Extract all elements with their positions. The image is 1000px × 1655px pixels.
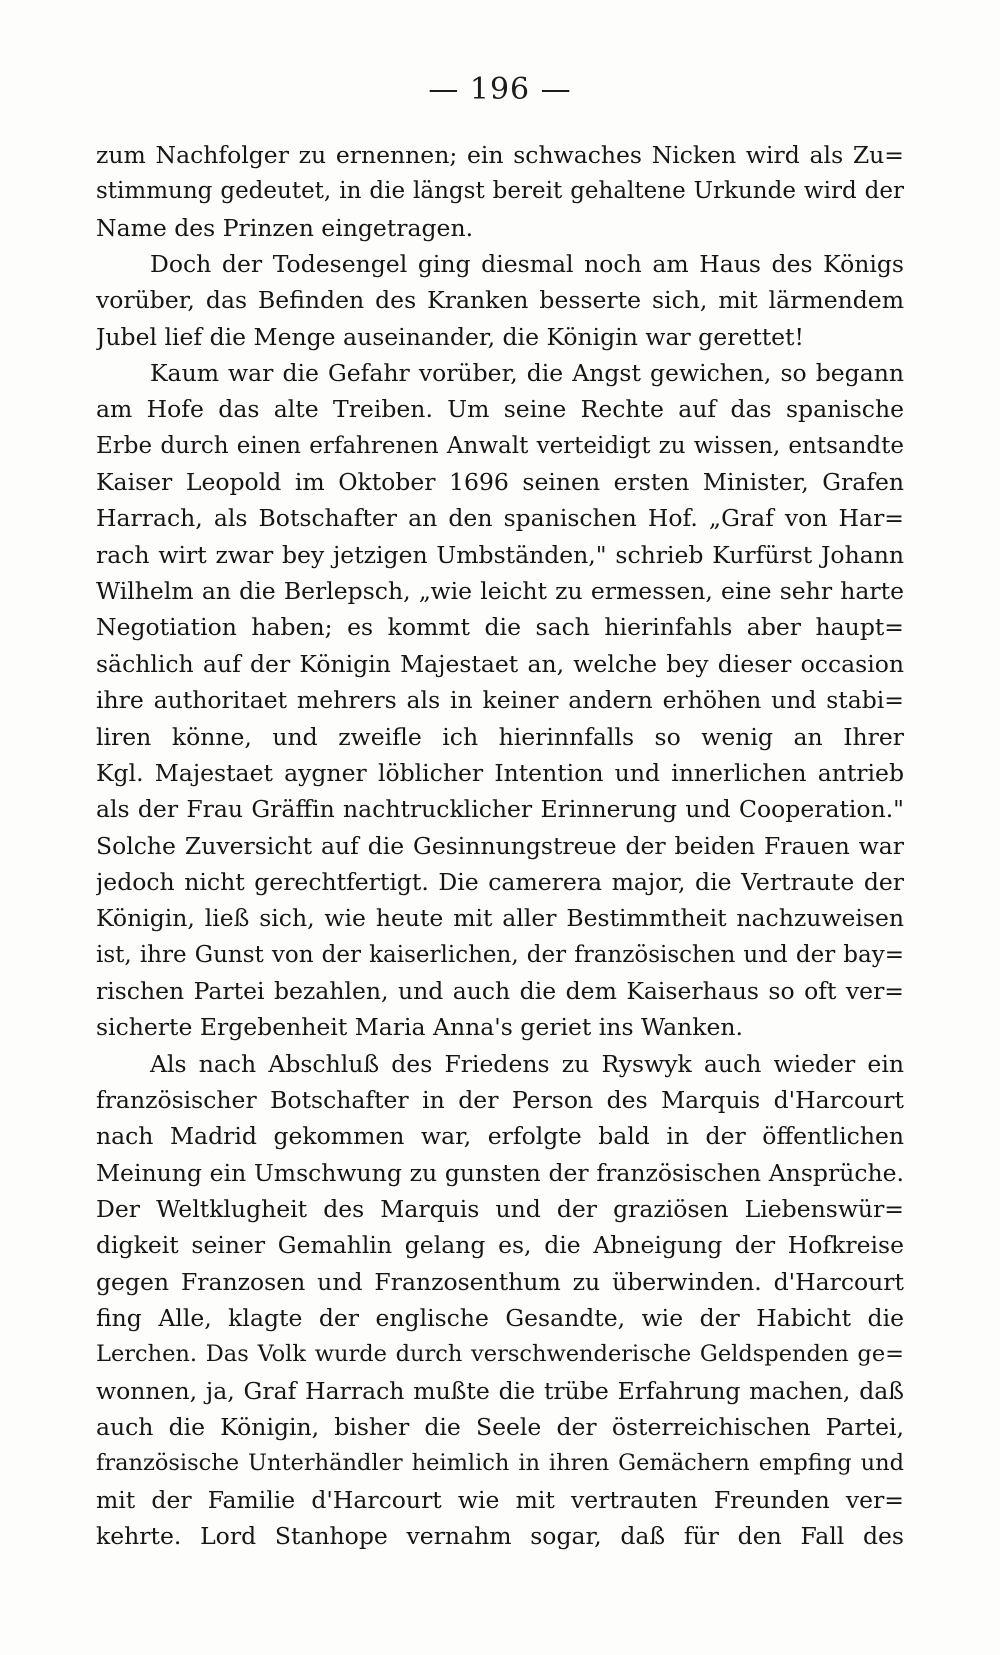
text-line: kehrte. Lord Stanhope vernahm sogar, daß für den Fall des [96,1522,904,1551]
text-line: stimmung gedeutet, in die längst bereit gehaltene Urkunde wird der [96,178,904,205]
body-text [96,137,904,1554]
text-line: als der Frau Gräffin nachtrucklicher Erinnerung und Cooperation." [96,795,904,824]
text-line: Doch der Todesengel ging diesmal noch am Haus des Königs [150,250,904,279]
text-line: jedoch nicht gerechtfertigt. Die camerera major, die Vertraute der [96,867,904,896]
text-line: vorüber, das Befinden des Kranken besserte sich, mit lärmendem [96,286,904,315]
text-line: französischer Botschafter in der Person des Marquis d'Harcourt [96,1085,904,1114]
text-line: französische Unterhändler heimlich in ihren Gemächern empfing und [96,1450,904,1477]
text-line: Kaiser Leopold im Oktober 1696 seinen ersten Minister, Grafen [96,468,904,497]
text-line: liren könne, und zweifle ich hierinnfalls so wenig an Ihrer [96,722,904,751]
text-line: Der Weltklugheit des Marquis und der graziösen Liebenswür= [96,1194,904,1223]
text-line: Wilhelm an die Berlepsch, „wie leicht zu ermessen, eine sehr harte [96,577,904,606]
text-line: Lerchen. Das Volk wurde durch verschwenderische Geldspenden ge= [96,1341,904,1368]
text-line: rach wirt zwar bey jetzigen Umbständen," schrieb Kurfürst Johann [96,540,904,569]
text-line: rischen Partei bezahlen, und auch die dem Kaiserhaus so oft ver= [96,976,904,1005]
text-line: Harrach, als Botschafter an den spanischen Hof. „Graf von Har= [96,504,904,533]
text-line: Meinung ein Umschwung zu gunsten der französischen Ansprüche. [96,1158,904,1187]
page-number: — 196 — [428,72,572,107]
text-line: Solche Zuversicht auf die Gesinnungstreue der beiden Frauen war [96,831,904,860]
text-line: Kgl. Majestaet aygner löblicher Intention und innerlichen antrieb [96,758,904,787]
text-line: Negotiation haben; es kommt die sach hierinfahls aber haupt= [96,613,904,642]
text-line: Königin, ließ sich, wie heute mit aller Bestimmtheit nachzuweisen [96,904,904,933]
text-line: am Hofe das alte Treiben. Um seine Rechte auf das spanische [96,395,904,424]
text-line: sächlich auf der Königin Majestaet an, welche bey dieser occasion [96,649,904,678]
text-line: gegen Franzosen und Franzosenthum zu überwinden. d'Harcourt [96,1267,904,1296]
text-line: auch die Königin, bisher die Seele der österreichischen Partei, [96,1413,904,1442]
text-line: wonnen, ja, Graf Harrach mußte die trübe Erfahrung machen, daß [96,1376,904,1405]
text-line: fing Alle, klagte der englische Gesandte, wie der Habicht die [96,1304,904,1332]
text-line: Erbe durch einen erfahrenen Anwalt verteidigt zu wissen, entsandte [96,432,904,459]
text-line: ihre authoritaet mehrers als in keiner andern erhöhen und stabi= [96,686,904,715]
text-line: zum Nachfolger zu ernennen; ein schwaches Nicken wird als Zu= [96,141,904,169]
text-line: nach Madrid gekommen war, erfolgte bald in der öffentlichen [96,1122,904,1151]
text-line: Als nach Abschluß des Friedens zu Ryswyk auch wieder ein [150,1049,904,1078]
text-line: Name des Prinzen eingetragen. [96,213,474,242]
text-line: digkeit seiner Gemahlin gelang es, die Abneigung der Hofkreise [96,1231,904,1260]
text-line: sicherte Ergebenheit Maria Anna's geriet ins Wanken. [96,1013,743,1042]
text-line: ist, ihre Gunst von der kaiserlichen, der französischen und der bay= [96,941,904,968]
text-line: Kaum war die Gefahr vorüber, die Angst gewichen, so begann [150,359,904,388]
text-line: mit der Familie d'Harcourt wie mit vertrauten Freunden ver= [96,1485,904,1514]
text-line: Jubel lief die Menge auseinander, die Königin war gerettet! [96,322,804,351]
